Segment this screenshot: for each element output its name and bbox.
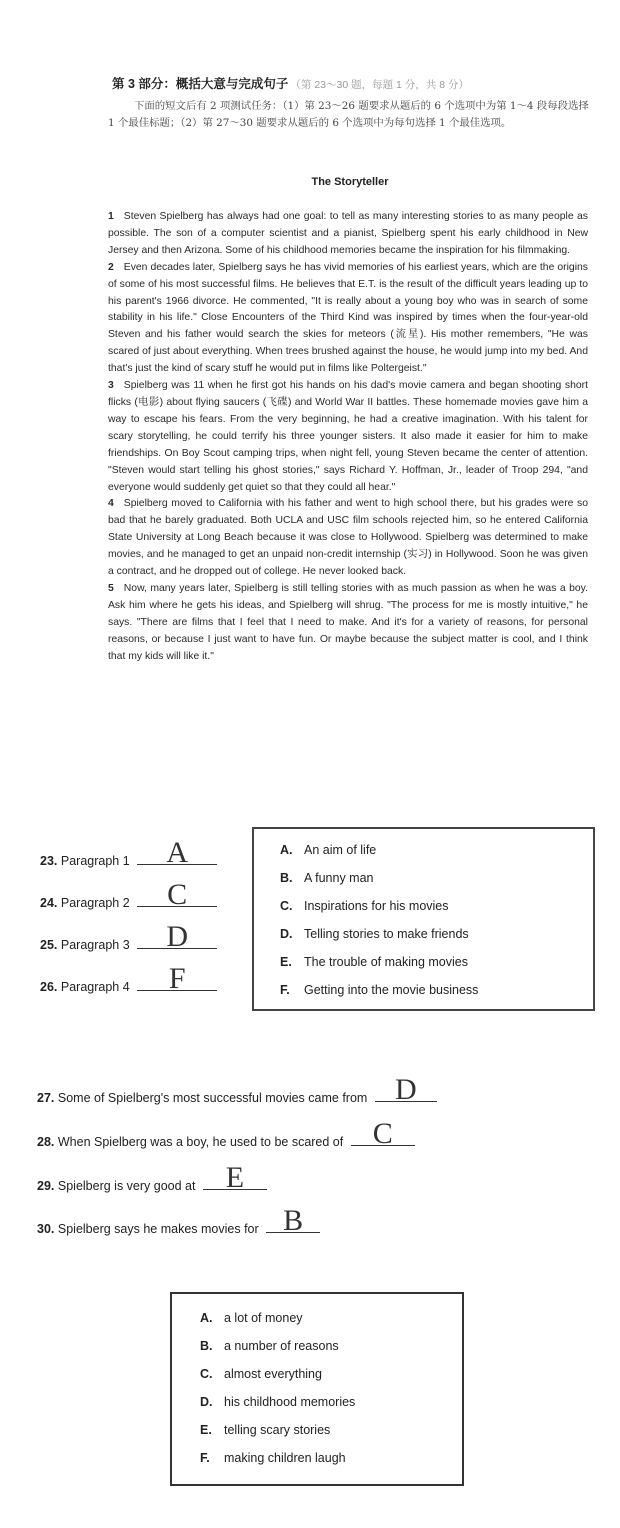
option-letter: D. <box>200 1395 213 1409</box>
answer-blank[interactable] <box>266 1204 320 1237</box>
handwritten-answer: D <box>394 1073 417 1106</box>
option-item <box>280 871 374 885</box>
answer-blank[interactable] <box>137 836 217 869</box>
question-row <box>37 1204 320 1240</box>
question-row <box>37 1161 267 1197</box>
option-text: a number of reasons <box>224 1339 339 1353</box>
question-row <box>37 1073 437 1109</box>
article-body <box>108 209 588 665</box>
paragraph-text: Spielberg was 11 when he first got his hands on his dad's movie camera and began shooting short flicks (电影) about flying saucers (飞碟) and World War II battles. These homemade movies gave him a way to escape his fears. From the very beginning, he had a creative imagination. With his talent for scary storytelling, he could terrify his three younger sisters. It also made it easier for him to make friendships. On Boy Scout camping trips, when night fell, young Steven became the center of attention. "Steven would start telling his ghost stories," says Richard Y. Hoffman, Jr., leader of Troop 294, "and everyone would suddenly get quiet so that they could all hear." <box>108 380 588 493</box>
answer-blank[interactable] <box>137 878 217 911</box>
question-row <box>40 836 217 872</box>
option-letter: E. <box>280 955 292 969</box>
question-row <box>40 920 217 956</box>
option-item <box>200 1339 339 1353</box>
option-item <box>200 1423 330 1437</box>
option-text: Telling stories to make friends <box>304 927 469 941</box>
handwritten-answer: B <box>283 1204 304 1237</box>
option-letter: C. <box>200 1367 213 1381</box>
option-text: The trouble of making movies <box>304 955 468 969</box>
paragraph-text: Now, many years later, Spielberg is still telling stories with as much passion as when he was a boy. Ask him where he gets his ideas, and Spielberg will shrug. "The process for me is mostly intuitive," he says. "There are films that I feel that I need to make. And it's for a variety of reasons, for personal reasons, or because I just want to have fun. Or maybe because the subject matter is cool, and I think that my kids will like it." <box>108 582 588 662</box>
question-number: 28. <box>37 1135 55 1149</box>
paragraph-text: Steven Spielberg has always had one goal: to tell as many interesting stories to as many people as possible. The son of a computer scientist and a pianist, Spielberg spent his early childhood in New Jersey and then Arizona. Some of his childhood memories became the inspiration for his filmmaking. <box>108 211 588 256</box>
paragraph-number: 5 <box>108 582 114 594</box>
paragraph <box>108 378 588 496</box>
answer-blank[interactable] <box>351 1117 415 1150</box>
option-item <box>200 1367 322 1381</box>
question-text: Spielberg is very good at <box>57 1179 196 1193</box>
option-letter: A. <box>280 843 293 857</box>
option-item <box>280 955 468 969</box>
question-number: 24. <box>40 896 58 910</box>
option-text: telling scary stories <box>224 1423 331 1437</box>
paragraph-text: Even decades later, Spielberg says he has vivid memories of his earliest years, which are the origins of some of his most successful films. He believes that E.T. is the result of the difficult years leading up to his parent's 1966 divorce. He commented, "It is really about a young boy who was in search of some stability in his life." Close Encounters of the Third Kind was inspired by times when the four-year-old Steven and his father would search the skies for meteors (流星). His mother remembers, "He was scared of just about everything. When trees brushed against the house, he would jump into my bed. And that's just the kind of scary stuff he would put in films like Poltergeist." <box>108 261 588 375</box>
option-item <box>200 1451 346 1465</box>
paragraph-number: 1 <box>108 211 114 222</box>
option-letter: F. <box>280 983 290 997</box>
handwritten-answer: E <box>225 1161 245 1194</box>
question-row <box>40 878 217 914</box>
option-text: Inspirations for his movies <box>304 899 449 913</box>
question-number: 27. <box>37 1091 55 1105</box>
handwritten-answer: F <box>168 962 186 995</box>
question-number: 30. <box>37 1222 55 1236</box>
answer-blank[interactable] <box>137 962 217 995</box>
section-heading-note: （第 23～30 题，每题 1 分，共 8 分） <box>290 79 469 91</box>
question-text: When Spielberg was a boy, he used to be scared of <box>57 1135 344 1149</box>
question-number: 25. <box>40 938 58 952</box>
question-number: 29. <box>37 1179 55 1193</box>
option-letter: E. <box>200 1423 212 1437</box>
option-text: almost everything <box>224 1367 322 1381</box>
option-letter: C. <box>280 899 293 913</box>
option-letter: B. <box>280 871 293 885</box>
section-heading-text: 第 3 部分：概括大意与完成句子 <box>112 77 289 91</box>
option-text: a lot of money <box>224 1311 303 1325</box>
paragraph-number: 4 <box>108 498 114 510</box>
paragraph-number: 3 <box>108 380 114 392</box>
answer-blank[interactable] <box>375 1073 437 1106</box>
option-item <box>200 1395 355 1409</box>
handwritten-answer: C <box>167 878 188 911</box>
question-text: Paragraph 2 <box>60 896 130 910</box>
option-item <box>280 843 376 857</box>
question-number: 23. <box>40 854 58 868</box>
section-instructions: 下面的短文后有 2 项测试任务：（1）第 23～26 题要求从题后的 6 个选项中为第 1～4 段每段选择 1 个最佳标题；（2）第 27～30 题要求从题后的 6 个选项中为每句选择 1 个最佳选项。 <box>108 100 589 129</box>
option-text: A funny man <box>304 871 374 885</box>
answer-blank[interactable] <box>137 920 217 953</box>
question-text: Some of Spielberg's most successful movies came from <box>57 1091 368 1105</box>
option-letter: B. <box>200 1339 213 1353</box>
question-row <box>37 1117 415 1153</box>
option-text: his childhood memories <box>224 1395 356 1409</box>
article-title: The Storyteller <box>311 176 389 188</box>
option-text: making children laugh <box>224 1451 346 1465</box>
paragraph <box>108 496 588 581</box>
option-item <box>280 899 449 913</box>
paragraph <box>108 260 588 378</box>
paragraph <box>108 581 588 666</box>
option-letter: D. <box>280 927 293 941</box>
paragraph-number: 2 <box>108 261 114 273</box>
option-letter: A. <box>200 1311 213 1325</box>
handwritten-answer: A <box>166 836 188 869</box>
paragraph <box>108 209 588 260</box>
question-text: Paragraph 1 <box>60 854 130 868</box>
question-number: 26. <box>40 980 58 994</box>
option-item <box>200 1311 303 1325</box>
option-text: Getting into the movie business <box>304 983 479 997</box>
option-item <box>280 927 469 941</box>
section-heading <box>112 74 602 92</box>
question-text: Paragraph 4 <box>60 980 130 994</box>
option-letter: F. <box>200 1451 210 1465</box>
handwritten-answer: C <box>372 1117 393 1150</box>
option-text: An aim of life <box>304 843 377 857</box>
answer-blank[interactable] <box>203 1161 267 1194</box>
completion-options-box <box>170 1292 464 1486</box>
paragraph-text: Spielberg moved to California with his father and went to high school there, but his grades were so bad that he barely graduated. Both UCLA and USC film schools rejected him, so he entered California State University at Long Beach because it was close to Hollywood. Spielberg was determined to make movies, and he managed to get an unpaid non-credit internship (实习) in Hollywood. Soon he was given a contract, and he dropped out of college. He never looked back. <box>108 498 588 578</box>
heading-options-box <box>252 827 595 1011</box>
question-text: Spielberg says he makes movies for <box>57 1222 259 1236</box>
handwritten-answer: D <box>166 920 188 953</box>
question-text: Paragraph 3 <box>60 938 130 952</box>
option-item <box>280 983 478 997</box>
question-row <box>40 962 217 998</box>
